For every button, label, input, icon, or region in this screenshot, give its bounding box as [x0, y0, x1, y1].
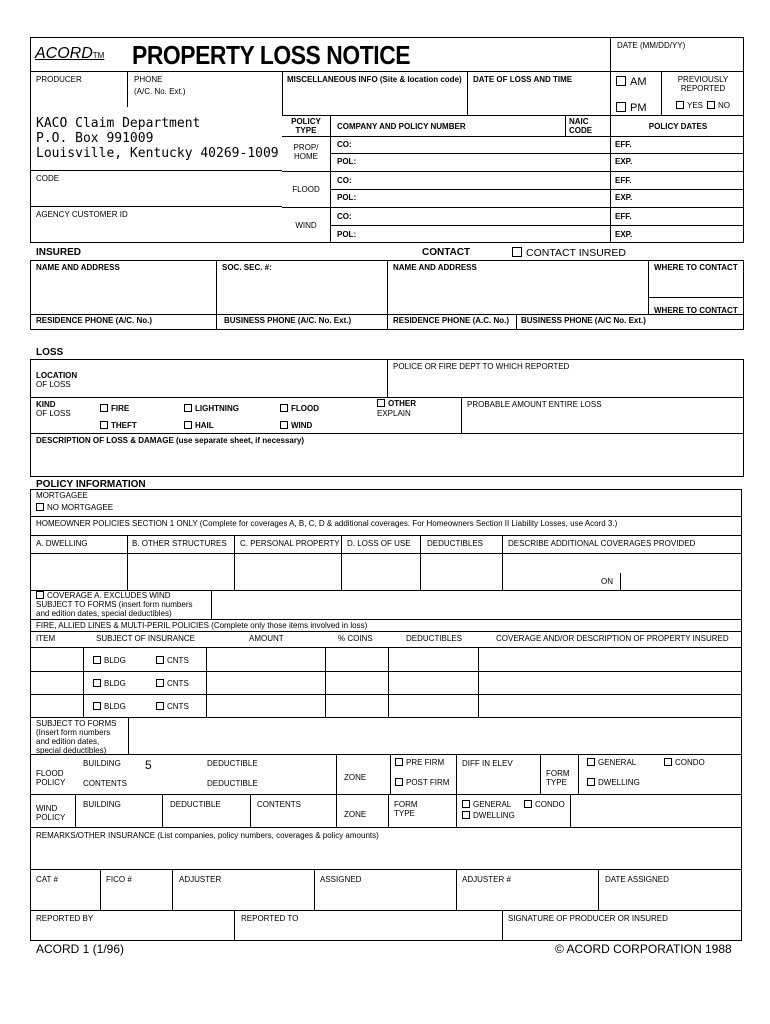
c-personal-property-label: C. PERSONAL PROPERTY: [240, 539, 340, 548]
wind-checkbox[interactable]: WIND: [280, 421, 312, 430]
flood-exp-label: EXP.: [615, 193, 633, 202]
probable-amount-label: PROBABLE AMOUNT ENTIRE LOSS: [467, 400, 602, 409]
coverage-a-excludes-checkbox[interactable]: COVERAGE A. EXCLUDES WIND: [36, 591, 171, 600]
on-label: ON: [601, 577, 613, 586]
wind-eff-label: EFF.: [615, 212, 632, 221]
pm-checkbox[interactable]: PM: [616, 102, 647, 114]
diff-in-elev-label: DIFF IN ELEV: [462, 759, 513, 768]
contact-section-title: CONTACT: [422, 247, 471, 258]
form-title: PROPERTY LOSS NOTICE: [132, 40, 411, 70]
other-checkbox[interactable]: OTHER: [377, 399, 416, 408]
date-assigned-label: DATE ASSIGNED: [605, 875, 669, 884]
company-policy-number-label: COMPANY AND POLICY NUMBER: [337, 122, 466, 131]
fico-label: FICO #: [106, 875, 132, 884]
policy-dates-label: POLICY DATES: [648, 122, 708, 131]
remarks-label: REMARKS/OTHER INSURANCE (List companies, policy numbers, coverages & policy amounts): [36, 831, 379, 840]
acord-brand: ACORDTM: [35, 45, 105, 62]
agency-customer-id-label: AGENCY CUSTOMER ID: [36, 210, 128, 219]
phone-label: PHONE: [134, 75, 163, 84]
producer-address-line3: Louisville, Kentucky 40269-1009: [36, 146, 279, 161]
description-label: DESCRIPTION OF LOSS & DAMAGE (use separate sheet, if necessary): [36, 436, 305, 445]
lightning-checkbox[interactable]: LIGHTNING: [184, 404, 239, 413]
insured-section-title: INSURED: [36, 247, 82, 258]
assigned-label: ASSIGNED: [320, 875, 362, 884]
residence-phone-label: RESIDENCE PHONE (A/C. No.): [36, 316, 153, 325]
w-contents-label: CONTENTS: [257, 800, 301, 809]
wind-exp-label: EXP.: [615, 230, 633, 239]
prop-co-label: CO:: [337, 140, 352, 149]
item-label: ITEM: [36, 634, 56, 643]
amount-label: AMOUNT: [249, 634, 284, 643]
subject-to-forms2-label: SUBJECT TO FORMS (Insert form numbers and edition dates, special deductibles): [36, 719, 117, 755]
reported-to-label: REPORTED TO: [241, 914, 299, 923]
flood-co-label: CO:: [337, 176, 352, 185]
bldg-checkbox-3[interactable]: BLDG: [93, 702, 126, 711]
date-of-loss-label: DATE OF LOSS AND TIME: [473, 75, 573, 84]
w-deductible-label: DEDUCTIBLE: [170, 800, 221, 809]
cnts-checkbox-3[interactable]: CNTS: [156, 702, 189, 711]
form-type-label: FORM TYPE: [546, 769, 570, 787]
previously-reported-label: PREVIOUSLY REPORTED: [677, 75, 729, 93]
flood-policy-label: FLOOD POLICY: [36, 769, 66, 787]
business-phone-label: BUSINESS PHONE (A/C. No. Ext.): [224, 316, 352, 325]
prop-home-label: PROP/ HOME: [293, 143, 319, 161]
naic-code-label: NAIC CODE: [569, 117, 593, 135]
flood-label: FLOOD: [292, 185, 320, 194]
explain-label: EXPLAIN: [377, 409, 411, 418]
deductible-label: DEDUCTIBLE: [207, 759, 258, 768]
insured-name-address-label: NAME AND ADDRESS: [36, 263, 120, 272]
producer-address-line1: KACO Claim Department: [36, 116, 201, 131]
fire-checkbox[interactable]: FIRE: [100, 404, 129, 413]
policy-box: [30, 489, 742, 941]
post-firm-checkbox[interactable]: POST FIRM: [395, 778, 449, 787]
deductible2-label: DEDUCTIBLE: [207, 779, 258, 788]
where-to-contact-label: WHERE TO CONTACT: [654, 263, 738, 272]
hail-checkbox[interactable]: HAIL: [184, 421, 214, 430]
subject-of-insurance-label: SUBJECT OF INSURANCE: [96, 634, 195, 643]
adjuster-label: ADJUSTER: [179, 875, 222, 884]
flood-eff-label: EFF.: [615, 176, 632, 185]
policy-info-title: POLICY INFORMATION: [36, 479, 146, 490]
cat-label: CAT #: [36, 875, 58, 884]
coverage-description-label: COVERAGE AND/OR DESCRIPTION OF PROPERTY INSURED: [496, 634, 729, 643]
w-condo-checkbox[interactable]: CONDO: [524, 800, 565, 809]
soc-sec-label: SOC. SEC. #:: [222, 263, 272, 272]
contents-label: CONTENTS: [83, 779, 127, 788]
a-dwelling-label: A. DWELLING: [36, 539, 88, 548]
mortgagee-label: MORTGAGEE: [36, 491, 88, 500]
form-id: ACORD 1 (1/96): [36, 942, 125, 956]
d-loss-of-use-label: D. LOSS OF USE: [347, 539, 411, 548]
kind-label: KIND: [36, 400, 56, 409]
pct-coins-label: % COINS: [338, 634, 373, 643]
signature-label: SIGNATURE OF PRODUCER OR INSURED: [508, 914, 668, 923]
b-other-structures-label: B. OTHER STRUCTURES: [132, 539, 227, 548]
yes-checkbox[interactable]: YES: [676, 101, 703, 110]
loss-section-title: LOSS: [36, 347, 64, 358]
reported-by-label: REPORTED BY: [36, 914, 94, 923]
date-label: DATE (MM/DD/YY): [617, 41, 686, 50]
w-general-checkbox[interactable]: GENERAL: [462, 800, 511, 809]
pre-firm-checkbox[interactable]: PRE FIRM: [395, 758, 444, 767]
subject-to-forms-label: SUBJECT TO FORMS (insert form numbers and edition dates, special deductibles): [36, 600, 193, 618]
police-fire-label: POLICE OR FIRE DEPT TO WHICH REPORTED: [393, 362, 570, 371]
location-label: LOCATION: [36, 371, 78, 380]
wind-policy-label: WIND POLICY: [36, 804, 66, 822]
contact-insured-checkbox[interactable]: CONTACT INSURED: [512, 247, 626, 259]
code-label: CODE: [36, 174, 60, 183]
theft-checkbox[interactable]: THEFT: [100, 421, 137, 430]
deductibles-label: DEDUCTIBLES: [427, 539, 484, 548]
prop-eff-label: EFF.: [615, 140, 632, 149]
zone-label: ZONE: [344, 773, 367, 782]
kind-of-loss-label: OF LOSS: [36, 409, 71, 418]
prop-pol-label: POL:: [337, 157, 357, 166]
w-dwelling-checkbox[interactable]: DWELLING: [462, 811, 515, 820]
producer-label: PRODUCER: [36, 75, 82, 84]
misc-info-label: MISCELLANEOUS INFO (Site & location code): [287, 75, 462, 84]
cnts-checkbox-1[interactable]: CNTS: [156, 656, 189, 665]
policy-type-label: POLICY TYPE: [291, 117, 321, 135]
copyright: © ACORD CORPORATION 1988: [555, 942, 732, 956]
prop-exp-label: EXP.: [615, 157, 633, 166]
wind-label: WIND: [295, 221, 317, 230]
wind-pol-label: POL:: [337, 230, 357, 239]
general-checkbox[interactable]: GENERAL: [587, 758, 636, 767]
w-form-type-label: FORM TYPE: [394, 800, 418, 818]
contact-residence-phone-label: RESIDENCE PHONE (A.C. No.): [393, 316, 510, 325]
wind-co-label: CO:: [337, 212, 352, 221]
building-label: BUILDING: [83, 759, 121, 768]
homeowner-label: HOMEOWNER POLICIES SECTION 1 ONLY (Complete for coverages A, B, C, D & additional coverages. For Homeowners Section II Liability Losses, use Acord 3.): [36, 519, 618, 528]
of-loss-label: OF LOSS: [36, 380, 71, 389]
am-checkbox[interactable]: AM: [616, 76, 647, 88]
where-to-contact-label-2: WHERE TO CONTACT: [654, 306, 738, 315]
no-checkbox[interactable]: NO: [707, 101, 730, 110]
flood-pol-label: POL:: [337, 193, 357, 202]
producer-address-line2: P.O. Box 991009: [36, 131, 154, 146]
bldg-checkbox-1[interactable]: BLDG: [93, 656, 126, 665]
no-mortgagee-checkbox[interactable]: NO MORTGAGEE: [36, 503, 113, 512]
condo-checkbox[interactable]: CONDO: [664, 758, 705, 767]
phone-sub-label: (A/C. No. Ext.): [134, 87, 186, 96]
deductibles2-label: DEDUCTIBLES: [406, 634, 463, 643]
w-zone-label: ZONE: [344, 810, 367, 819]
building-value: 5: [145, 758, 152, 772]
contact-business-phone-label: BUSINESS PHONE (A/C No. Ext.): [521, 316, 646, 325]
contact-name-address-label: NAME AND ADDRESS: [393, 263, 477, 272]
dwelling-checkbox[interactable]: DWELLING: [587, 778, 640, 787]
flood-checkbox[interactable]: FLOOD: [280, 404, 319, 413]
bldg-checkbox-2[interactable]: BLDG: [93, 679, 126, 688]
cnts-checkbox-2[interactable]: CNTS: [156, 679, 189, 688]
w-building-label: BUILDING: [83, 800, 121, 809]
describe-additional-label: DESCRIBE ADDITIONAL COVERAGES PROVIDED: [508, 539, 696, 548]
fire-allied-label: FIRE, ALLIED LINES & MULTI-PERIL POLICIES (Complete only those items involved in loss): [36, 621, 368, 630]
adjuster-num-label: ADJUSTER #: [462, 875, 511, 884]
